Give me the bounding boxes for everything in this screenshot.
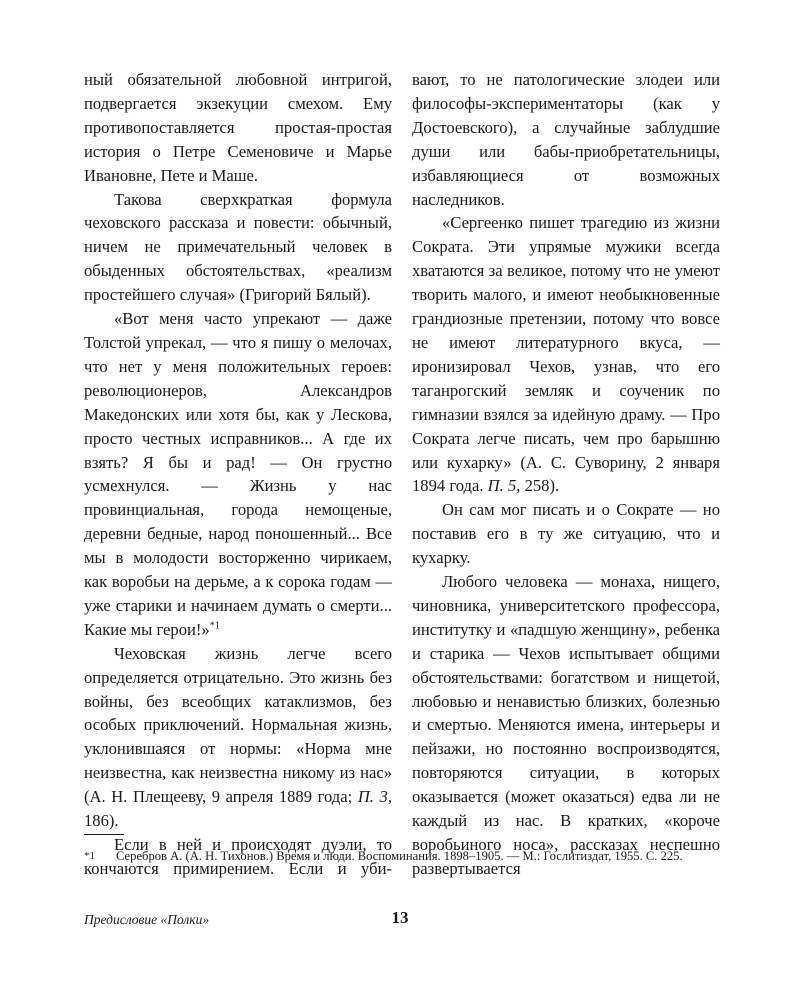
paragraph-text: Чеховская жизнь легче всего определяется отрицательно. Это жизнь без войны, без всеобщих катаклизмов, без особых приключений. Нормальная жизнь, уклонившаяся от нормы: «Норма мне неизвестна, как неизвестна никому из нас» (А. Н. Плещееву, 9 апреля 1889 года; — [84, 643, 392, 807]
page-number: 13 — [391, 908, 409, 927]
footnote-reference: *1 — [209, 620, 220, 632]
text-column-left — [84, 68, 392, 881]
footnote — [84, 848, 720, 865]
text-column-right — [412, 68, 720, 881]
letter-reference: П. 5, — [487, 476, 521, 496]
paragraph: вают, то не патологические злодеи или философы-экспериментаторы (как у Достоевского), а случайные заблудшие души или бабы-приобретательницы, избавляющиеся от возможных наследников. — [412, 70, 720, 209]
letter-reference: П. 3, — [357, 787, 392, 807]
paragraph-text-end: 258). — [524, 476, 560, 496]
running-title: Предисловие «Полки» — [84, 912, 210, 927]
paragraph — [412, 211, 720, 498]
paragraph — [84, 642, 392, 833]
footnote-mark: *1 — [84, 850, 95, 862]
paragraph: Такова сверхкраткая формула чеховского рассказа и повести: обычный, ничем не примечательный человек в обыденных обстоятельствах, «реализм простейшего случая» (Григорий Бялый). — [84, 189, 392, 305]
paragraph: Если в ней и происходят дуэли, то кончаются примирением. Если и уби- — [84, 835, 392, 878]
paragraph: Любого человека — монаха, нищего, чиновника, университетского профессора, институтку и «падшую женщину», ребенка и старика — Чехов испытывает общими обстоятельствами: богатством и нищетой, любовью и ненавистью близких, болезнью и смертью. Меняются имена, интерьеры и пейзажи, но постоянно воспроизводятся, повторяются ситуации, в которых оказывается (может оказаться) едва ли не каждый из нас. В кратких, «короче воробьиного носа», рассказах неспешно развертывается — [412, 572, 720, 878]
paragraph: Он сам мог писать и о Сократе — но поставив его в ту же ситуацию, что и кухарку. — [412, 500, 720, 568]
footnote-text: Серебров А. (А. Н. Тихонов.) Время и люди. Воспоминания. 1898–1905. — М.: Гослитиздат, 1955. С. 225. — [116, 849, 683, 863]
paragraph — [84, 307, 392, 642]
paragraph-text: «Сергеенко пишет трагедию из жизни Сократа. Эти упрямые мужики всегда хватаются за великое, потому что не умеют творить малого, и имеют необыкновенные грандиозные претензии, потому что вовсе не имеют литературного вкуса, — иронизировал Чехов, узнав, что его таганрогский земляк и соученик по гимназии взялся за идейную драму. — Про Сократа легче писать, чем про барышню или кухарку» (А. С. Суворину, 2 января 1894 года. — [412, 213, 720, 496]
footnote-divider — [84, 834, 124, 835]
paragraph: ный обязательной любовной интригой, подвергается экзекуции смехом. Ему противопоставляется простая-простая история о Петре Семеновиче и Марье Ивановне, Пете и Маше. — [84, 70, 392, 185]
paragraph-text-end: 186). — [84, 811, 119, 831]
quote-text: «Вот меня часто упрекают — даже Толстой упрекал, — что я пишу о мелочах, что нет у меня положительных героев: революционеров, Александров Македонских или хотя бы, как у Лескова, просто честных исправников... А где их взять? Я бы и рад! — Он грустно усмехнулся. — Жизнь у нас провинциальная, города немощеные, деревни бедные, народ поношенный... Все мы в молодости восторженно чирикаем, как воробьи на дерьме, а к сорока годам — уже старики и начинаем думать о смерти... Какие мы герои!» — [84, 309, 392, 639]
